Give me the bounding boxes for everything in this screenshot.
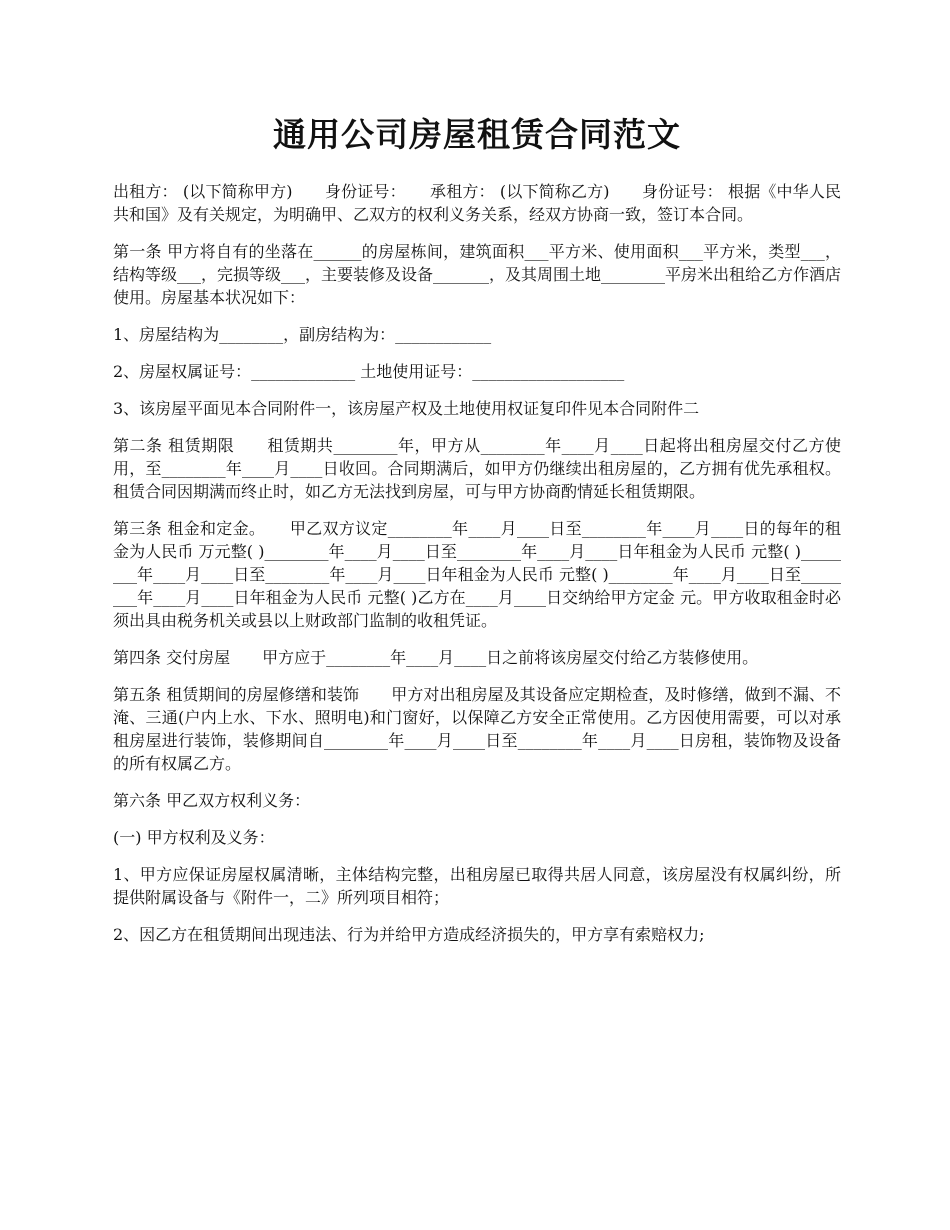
paragraph-article-3: 第三条 租金和定金。 甲乙双方议定________年____月____日至________年____月____日的每年的租金为人民币 万元整( )________年____月____日至________年____月____日年租金为人民币 元整( )________年____月____日至________年____月____日年租金为人民币 元整( )________年____月____日至________年____月____日年租金为人民币 元整( )乙方在____月____日交纳给甲方定金 元。甲方收取租金时必须出具由税务机关或县以上财政部门监制的收租凭证。 [113, 519, 841, 630]
paragraph-a-item-2: 2、因乙方在租赁期间出现违法、行为并给甲方造成经济损失的，甲方享有索赔权力; [113, 925, 705, 944]
paragraph-article-2: 第二条 租赁期限 租赁期共________年，甲方从________年____月____日起将出租房屋交付乙方使用，至________年____月____日收回。合同期满后，如甲方仍继续出租房屋的，乙方拥有优先承租权。租赁合同因期满而终止时，如乙方无法找到房屋，可与甲方协商酌情延长租赁期限。 [113, 436, 841, 501]
paragraph-article-5: 第五条 租赁期间的房屋修缮和装饰 甲方对出租房屋及其设备应定期检查，及时修缮，做到不漏、不淹、三通(户内上水、下水、照明电)和门窗好，以保障乙方安全正常使用。乙方因使用需要，可以对承租房屋进行装饰，装修期间自________年____月____日至________年____月____日房租，装饰物及设备的所有权属乙方。 [113, 685, 841, 773]
paragraph-parties: 出租方： (以下简称甲方) 身份证号： 承租方： (以下简称乙方) 身份证号： 根据《中华人民共和国》及有关规定，为明确甲、乙双方的权利义务关系，经双方协商一致，签订本合同。 [113, 182, 841, 224]
paragraph-article-4: 第四条 交付房屋 甲方应于________年____月____日之前将该房屋交付给乙方装修使用。 [113, 648, 759, 667]
paragraph-item-1: 1、房屋结构为________，副房结构为：____________ [113, 325, 492, 344]
document-title: 通用公司房屋租赁合同范文 [273, 115, 681, 154]
document-page [113, 108, 841, 960]
paragraph-item-3: 3、该房屋平面见本合同附件一，该房屋产权及土地使用权证复印件见本合同附件二 [113, 399, 700, 418]
paragraph-item-2: 2、房屋权属证号：_____________ 土地使用证号：___________________ [113, 362, 625, 381]
paragraph-article-1: 第一条 甲方将自有的坐落在______的房屋栋间，建筑面积___平方米、使用面积___平方米，类型___，结构等级___，完损等级___，主要装修及设备_______，及其周围土地________平房米出租给乙方作酒店使用。房屋基本状况如下： [113, 242, 842, 307]
paragraph-article-6: 第六条 甲乙双方权利义务： [113, 791, 311, 810]
paragraph-a-item-1: 1、甲方应保证房屋权属清晰，主体结构完整，出租房屋已取得共居人同意，该房屋没有权属纠纷，所提供附属设备与《附件一，二》所列项目相符； [113, 865, 841, 907]
paragraph-section-a: (一) 甲方权利及义务： [113, 828, 275, 847]
